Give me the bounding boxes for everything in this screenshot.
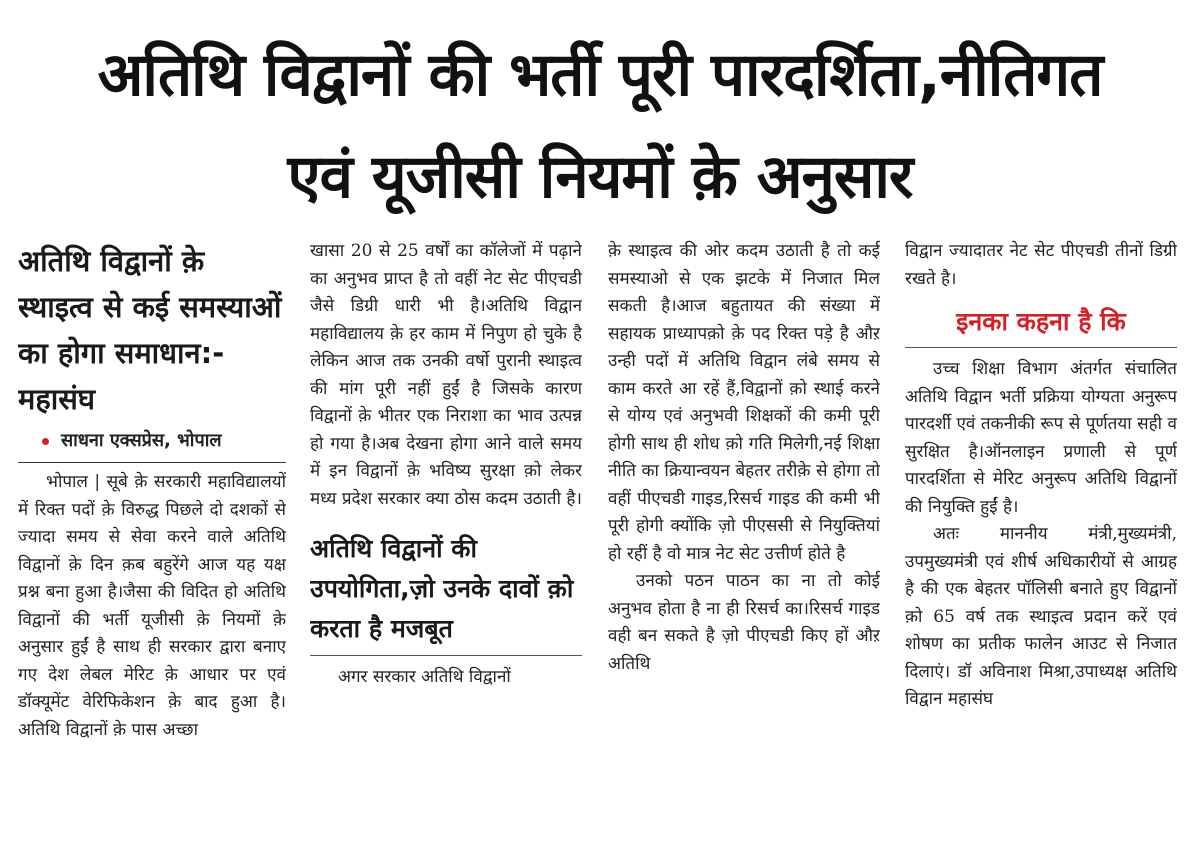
article-column-1 — [18, 238, 286, 838]
column-2-body: खासा 20 से 25 वर्षों का कॉलेजों में पढ़ाने का अनुभव प्राप्त है तो वहीं नेट सेट पीएचडी जैसे डिग्री धारी भी है।अतिथि विद्वान महाविद्यालय क़े हर काम में निपुण हो चुके है लेकिन आज तक उनकी वर्षो पुरानी स्थाइत्व की मांग पूरी नहीं हुईं है जिसके कारण विद्वानों क़े भीतर एक निराशा का भाव उत्पन्न हो गया है।अब देखना होगा आने वाले समय में इन विद्वानों क़े भविष्य सुरक्षा क़ो लेकर मध्य प्रदेश सरकार क्या ठोस कदम उठाती है। — [310, 241, 582, 509]
column-3-body-continued: उनको पठन पाठन का ना तो कोई अनुभव होता है ना ही रिसर्च का।रिसर्च गाइड वही बन सकते है ज़ो पीएचडी किए हों औऱ अतिथि — [608, 571, 880, 674]
byline-text: साधना एक्सप्रेस, भोपाल — [61, 430, 222, 451]
column-1-subheading: अतिथि विद्वानों क़े स्थाइत्व से कई समस्याओं का होगा समाधान:-महासंघ — [18, 244, 282, 416]
byline-divider — [18, 462, 286, 463]
statement-heading: इनका कहना है कि — [956, 307, 1126, 336]
statement-divider — [905, 347, 1177, 348]
subheading-divider — [310, 655, 582, 656]
statement-paragraph-2: अतः माननीय मंत्री,मुख्यमंत्री, उपमुख्यमंत्री एवं शीर्ष अधिकारीयों से आग्रह है की एक बेहतर पॉलिसी बनाते हुए विद्वानों क़ो 65 वर्ष तक स्थाइत्व प्रदान करें एवं शोषण का प्रतीक फालेन आउट से निजात दिलाएं। डॉ अविनाश मिश्रा,उपाध्यक्ष अतिथि विद्वान महासंघ — [905, 524, 1177, 709]
article-column-3 — [608, 238, 880, 838]
headline-line-1: अतिथि विद्वानों की भर्ती पूरी पारदर्शिता,नीतिगत — [97, 40, 1103, 110]
bullet-icon — [42, 438, 49, 445]
column-1-body: भोपाल | सूबे क़े सरकारी महाविद्यालयों में रिक्त पदों क़े विरुद्ध पिछले दो दशकों से ज्यादा समय से सेवा करने वाले अतिथि विद्वानों क़े दिन क़ब बहुरेंगे आज यह यक्ष प्रश्न बना हुआ है।जैसा की विदित हो अतिथि विद्वानों की भर्ती यूजीसी क़े नियमों क़े अनुसार हुईं है साथ ही सरकार द्वारा बनाए गए देश लेबल मेरिट क़े आधार पर एवं डॉक्यूमेंट वेरिफिकेशन क़े बाद हुआ है।अतिथि विद्वानों क़े पास अच्छा — [18, 472, 286, 740]
column-4-body: विद्वान ज्यादातर नेट सेट पीएचडी तीनों डिग्री रखते है। — [905, 241, 1177, 289]
byline — [18, 426, 286, 456]
statement-paragraph-1: उच्च शिक्षा विभाग अंतर्गत संचालित अतिथि विद्वान भर्ती प्रक्रिया योग्यता अनुरूप पारदर्शी एवं तकनीकी रूप से पूर्णतया सही व सुरक्षित है।ऑनलाइन प्रणाली से पूर्ण पारदर्शिता से मेरिट अनुरूप अतिथि विद्वानों की नियुक्ति हुईं है। — [905, 359, 1177, 517]
article-column-4 — [905, 238, 1177, 838]
headline-line-2: एवं यूजीसी नियमों क़े अनुसार — [287, 142, 913, 212]
column-2-body-continued: अगर सरकार अतिथि विद्वानों — [338, 667, 511, 687]
column-3-body: क़े स्थाइत्व की ओर कदम उठाती है तो कई समस्याओ से एक झटके में निजात मिल सकती है।आज बहुतायत की संख्या में सहायक प्राध्यापक़ो क़े पद रिक्त पड़े है औऱ उन्ही पदों में अतिथि विद्वान लंबे समय से काम करते आ रहें हैं,विद्वानों क़ो स्थाई करने से योग्य एवं अनुभवी शिक्षकों की कमी पूरी होगी साथ ही शोध क़ो गति मिलेगी,नई शिक्षा नीति का क्रियान्वयन बेहतर तरीक़े से होगा तो वहीं पीएचडी गाइड,रिसर्च गाइड की कमी भी पूरी होगी क्योंकि ज़ो पीएससी से नियुक्तियां हो रहीं है वो मात्र नेट सेट उत्तीर्ण होते है — [608, 241, 880, 564]
column-2-subheading: अतिथि विद्वानों की उपयोगिता,ज़ो उनके दावों क़ो करता है मजबूत — [310, 534, 574, 643]
article-column-2 — [310, 238, 582, 838]
